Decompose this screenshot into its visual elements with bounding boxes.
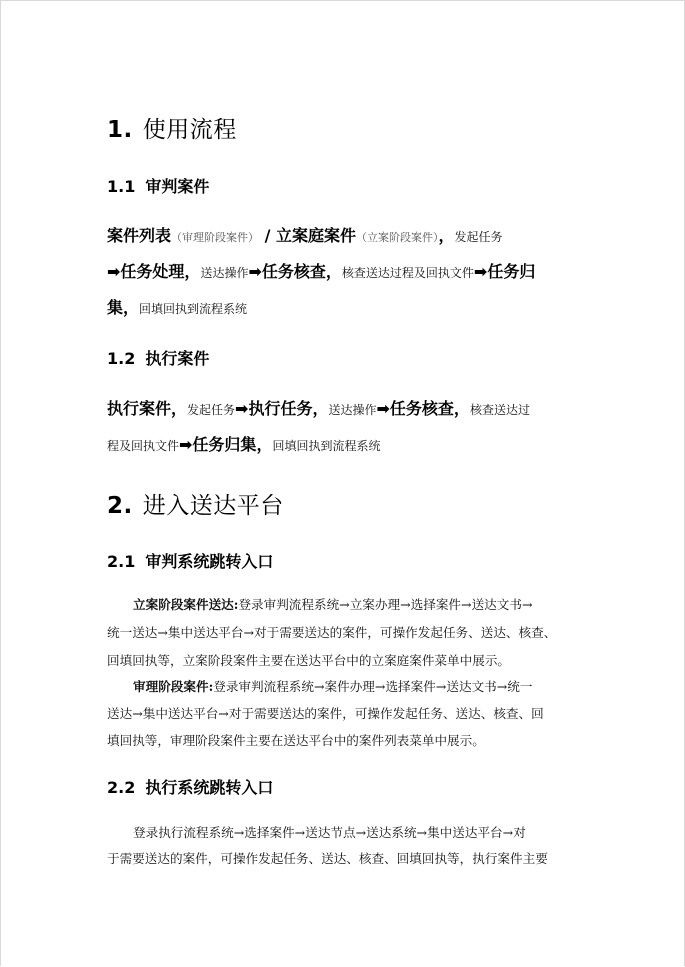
section-2-heading [107, 487, 284, 520]
right-arrow-icon: ➡ [179, 435, 193, 454]
task-check-label: 任务核查 [261, 262, 326, 281]
initiate-task-text: 发起任务 [187, 403, 236, 417]
execute-task-label: 执行任务 [248, 399, 313, 418]
subsection-1-2-heading [107, 346, 209, 369]
check-process-text-part2: 程及回执文件 [107, 439, 180, 453]
case-list-note: （审理阶段案件） [171, 231, 260, 244]
section-1-heading [107, 111, 237, 144]
execution-case-label: 执行案件 [107, 399, 172, 418]
subsection-2-2-number: 2.2 [107, 778, 136, 797]
comma: ， [256, 435, 273, 454]
s1-1-line-3 [107, 295, 583, 318]
section-2-number: 2. [107, 493, 133, 519]
filing-court-case-note: （立案阶段案件） [356, 231, 439, 244]
comma: ， [171, 399, 188, 418]
s1-1-line-2 [107, 259, 583, 282]
filing-stage-label: 立案阶段案件送达: [133, 597, 239, 612]
comma: ， [325, 262, 342, 281]
trial-stage-text-1: 登录审判流程系统→案件办理→选择案件→送达文书→统一 [213, 679, 533, 694]
comma: ， [123, 298, 140, 317]
section-1-number: 1. [107, 117, 133, 143]
case-list-label: 案件列表 [107, 226, 172, 245]
initiate-task-text: 发起任务 [454, 230, 503, 244]
backfill-receipt-text: 回填回执到流程系统 [139, 302, 248, 316]
comma: ， [184, 262, 201, 281]
s2-1-p1-line-1 [107, 594, 583, 616]
subsection-1-1-title: 审判案件 [145, 177, 210, 196]
delivery-operation-text: 送达操作 [328, 403, 377, 417]
backfill-receipt-text: 回填回执到流程系统 [272, 439, 381, 453]
comma: ， [438, 226, 455, 245]
subsection-2-1-number: 2.1 [107, 552, 136, 571]
comma: ， [453, 399, 470, 418]
section-1-title: 使用流程 [142, 117, 237, 143]
s2-1-p1-line-3: 回填回执等，立案阶段案件主要在送达平台中的立案庭案件菜单中展示。 [107, 653, 510, 668]
s2-1-p2-line-1 [107, 676, 583, 698]
check-process-text-part1: 核查送达过 [469, 403, 530, 417]
task-collect-label: 任务归集 [192, 435, 257, 454]
task-processing-label: 任务处理 [120, 262, 185, 281]
subsection-1-2-number: 1.2 [107, 349, 136, 368]
subsection-1-1-heading [107, 174, 209, 197]
s2-1-p2-line-3: 填回执等，审理阶段案件主要在送达平台中的案件列表菜单中展示。 [107, 733, 485, 748]
task-collect-label-part2: 集 [107, 298, 124, 317]
check-process-text: 核查送达过程及回执文件 [341, 266, 474, 280]
right-arrow-icon: ➡ [473, 262, 488, 281]
s2-1-p2-line-2: 送达→集中送达平台→对于需要送达的案件，可操作发起任务、送达、核查、回 [107, 706, 544, 721]
right-arrow-icon: ➡ [235, 399, 249, 418]
subsection-2-1-heading [107, 549, 273, 572]
s2-1-p1-line-2: 统一送达→集中送达平台→对于需要送达的案件，可操作发起任务、送达、核查、 [107, 625, 557, 640]
s2-2-p1-line-2: 于需要送达的案件，可操作发起任务、送达、核查、回填回执等，执行案件主要 [107, 851, 548, 866]
right-arrow-icon: ➡ [376, 399, 390, 418]
separator-slash: / [259, 226, 276, 245]
execution-entry-text-1: 登录执行流程系统→选择案件→送达节点→送达系统→集中送达平台→对 [133, 825, 526, 840]
right-arrow-icon: ➡ [248, 262, 262, 281]
right-arrow-icon: ➡ [107, 262, 121, 281]
s1-1-line-1 [107, 223, 583, 246]
s1-2-line-1 [107, 396, 583, 419]
subsection-2-2-title: 执行系统跳转入口 [145, 778, 274, 797]
filing-court-case-label: 立案庭案件 [276, 226, 357, 245]
comma: ， [312, 399, 329, 418]
subsection-2-1-title: 审判系统跳转入口 [145, 552, 274, 571]
subsection-1-2-title: 执行案件 [145, 349, 210, 368]
delivery-operation-text: 送达操作 [200, 266, 249, 280]
section-2-title: 进入送达平台 [142, 493, 284, 519]
s2-2-p1-line-1 [107, 822, 583, 844]
subsection-1-1-number: 1.1 [107, 177, 136, 196]
filing-stage-text-1: 登录审判流程系统→立案办理→选择案件→送达文书→ [238, 597, 533, 612]
subsection-2-2-heading [107, 775, 273, 798]
task-check-label: 任务核查 [389, 399, 454, 418]
s1-2-line-2 [107, 432, 583, 455]
trial-stage-label: 审理阶段案件: [133, 679, 214, 694]
task-collect-label-part1: 任务归 [487, 262, 536, 281]
